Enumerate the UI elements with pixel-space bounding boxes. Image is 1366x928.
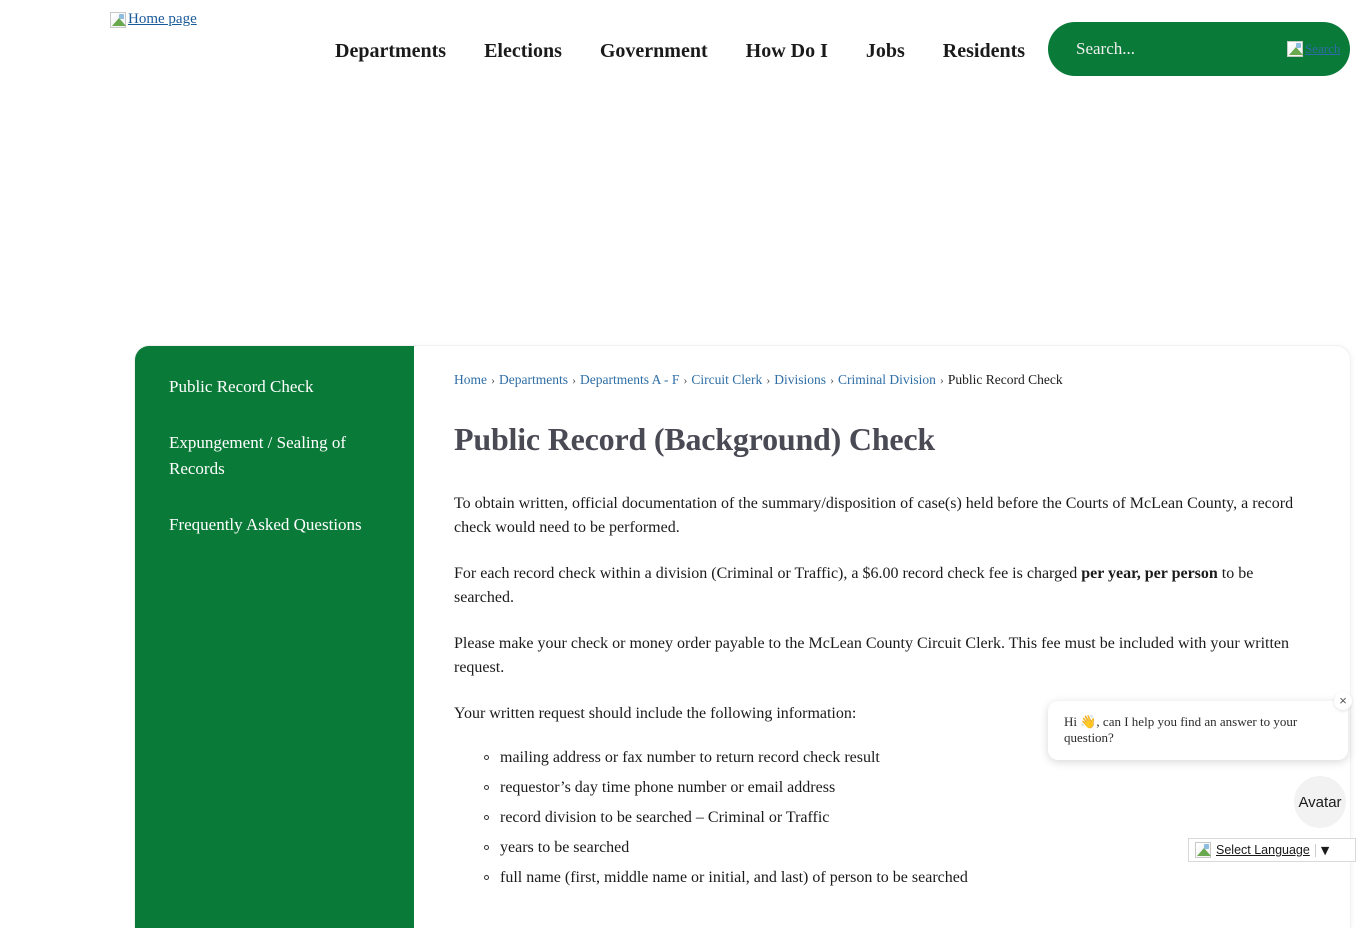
paragraph-fee [454, 562, 1310, 610]
breadcrumb-link-departments-a-f[interactable]: Departments A - F [579, 372, 680, 387]
breadcrumb-link-circuit-clerk[interactable]: Circuit Clerk [691, 372, 763, 387]
search-bar [1048, 22, 1350, 76]
chevron-down-icon[interactable]: ▼ [1320, 843, 1330, 857]
nav-item-government[interactable]: Government [599, 40, 708, 62]
breadcrumb-link-divisions[interactable]: Divisions [774, 372, 826, 387]
avatar: Avatar [1298, 793, 1342, 811]
main-navigation [316, 40, 1044, 63]
chat-greeting-bubble[interactable] [1048, 693, 1348, 760]
content-container [135, 346, 1350, 928]
breadcrumb-separator: › [491, 373, 495, 387]
breadcrumb-separator: › [939, 373, 944, 387]
section-sidebar [135, 346, 414, 928]
search-button-label: Search [1305, 41, 1341, 56]
list-item: years to be searched [500, 838, 1310, 858]
broken-image-icon [1195, 842, 1211, 858]
broken-image-icon [1287, 41, 1303, 57]
chat-avatar-button[interactable] [1294, 776, 1346, 828]
search-input[interactable] [1074, 21, 1287, 77]
list-item: mailing address or fax number to return record check result [500, 748, 1310, 768]
paragraph-payment: Please make your check or money order payable to the McLean County Circuit Clerk. This fee must be included with your written request. [454, 635, 1290, 676]
breadcrumb-link-home[interactable]: Home [454, 372, 487, 387]
paragraph-request-intro: Your written request should include the following information: [454, 705, 857, 722]
request-requirements-list [454, 748, 1310, 888]
list-item: requestor’s day time phone number or email address [500, 778, 1310, 798]
home-page-logo-label: Home page [128, 11, 197, 27]
site-header [0, 0, 1366, 98]
nav-item-residents[interactable]: Residents [942, 40, 1026, 62]
divider [1315, 844, 1316, 857]
paragraph-fee-text-start: For each record check within a division (Criminal or Traffic), a $6.00 record check fee is charged [454, 565, 1082, 582]
nav-item-departments[interactable]: Departments [335, 40, 447, 62]
breadcrumb-separator: › [571, 373, 576, 387]
nav-item-elections[interactable]: Elections [484, 40, 562, 62]
home-page-logo-link[interactable] [110, 11, 197, 28]
select-language-label[interactable]: Select Language [1216, 843, 1310, 857]
sidebar-item-expungement-sealing-of-records[interactable]: Expungement / Sealing of Records [169, 433, 347, 478]
search-submit-button[interactable] [1287, 41, 1340, 57]
paragraph-intro: To obtain written, official documentation of the summary/disposition of case(s) held before the Courts of McLean County, a record check would need to be performed. [454, 495, 1294, 536]
breadcrumb-separator: › [766, 373, 771, 387]
page-title: Public Record (Background) Check [454, 421, 936, 457]
google-translate-widget[interactable] [1188, 838, 1356, 862]
breadcrumb-current-page: Public Record Check [947, 372, 1063, 387]
breadcrumb-link-departments[interactable]: Departments [499, 372, 568, 387]
paragraph-fee-emphasis: per year, per person [1081, 565, 1218, 582]
list-item: full name (first, middle name or initial, and last) of person to be searched [500, 868, 1310, 888]
chat-greeting-message: Hi 👋, can I help you find an answer to your question? [1064, 714, 1298, 745]
breadcrumb-link-criminal-division[interactable]: Criminal Division [838, 372, 936, 387]
close-icon[interactable]: × [1334, 692, 1352, 710]
nav-item-how-do-i[interactable]: How Do I [745, 40, 828, 62]
sidebar-item-frequently-asked-questions[interactable]: Frequently Asked Questions [169, 515, 362, 534]
sidebar-item-public-record-check[interactable]: Public Record Check [169, 377, 314, 396]
nav-item-jobs[interactable]: Jobs [865, 40, 905, 62]
breadcrumb-separator: › [683, 373, 688, 387]
breadcrumb [454, 372, 1310, 388]
breadcrumb-separator: › [830, 373, 834, 387]
paragraph-fee-text-end: to be searched. [454, 565, 1254, 606]
list-item: record division to be searched – Criminal or Traffic [500, 808, 1310, 828]
broken-image-icon [110, 12, 126, 28]
